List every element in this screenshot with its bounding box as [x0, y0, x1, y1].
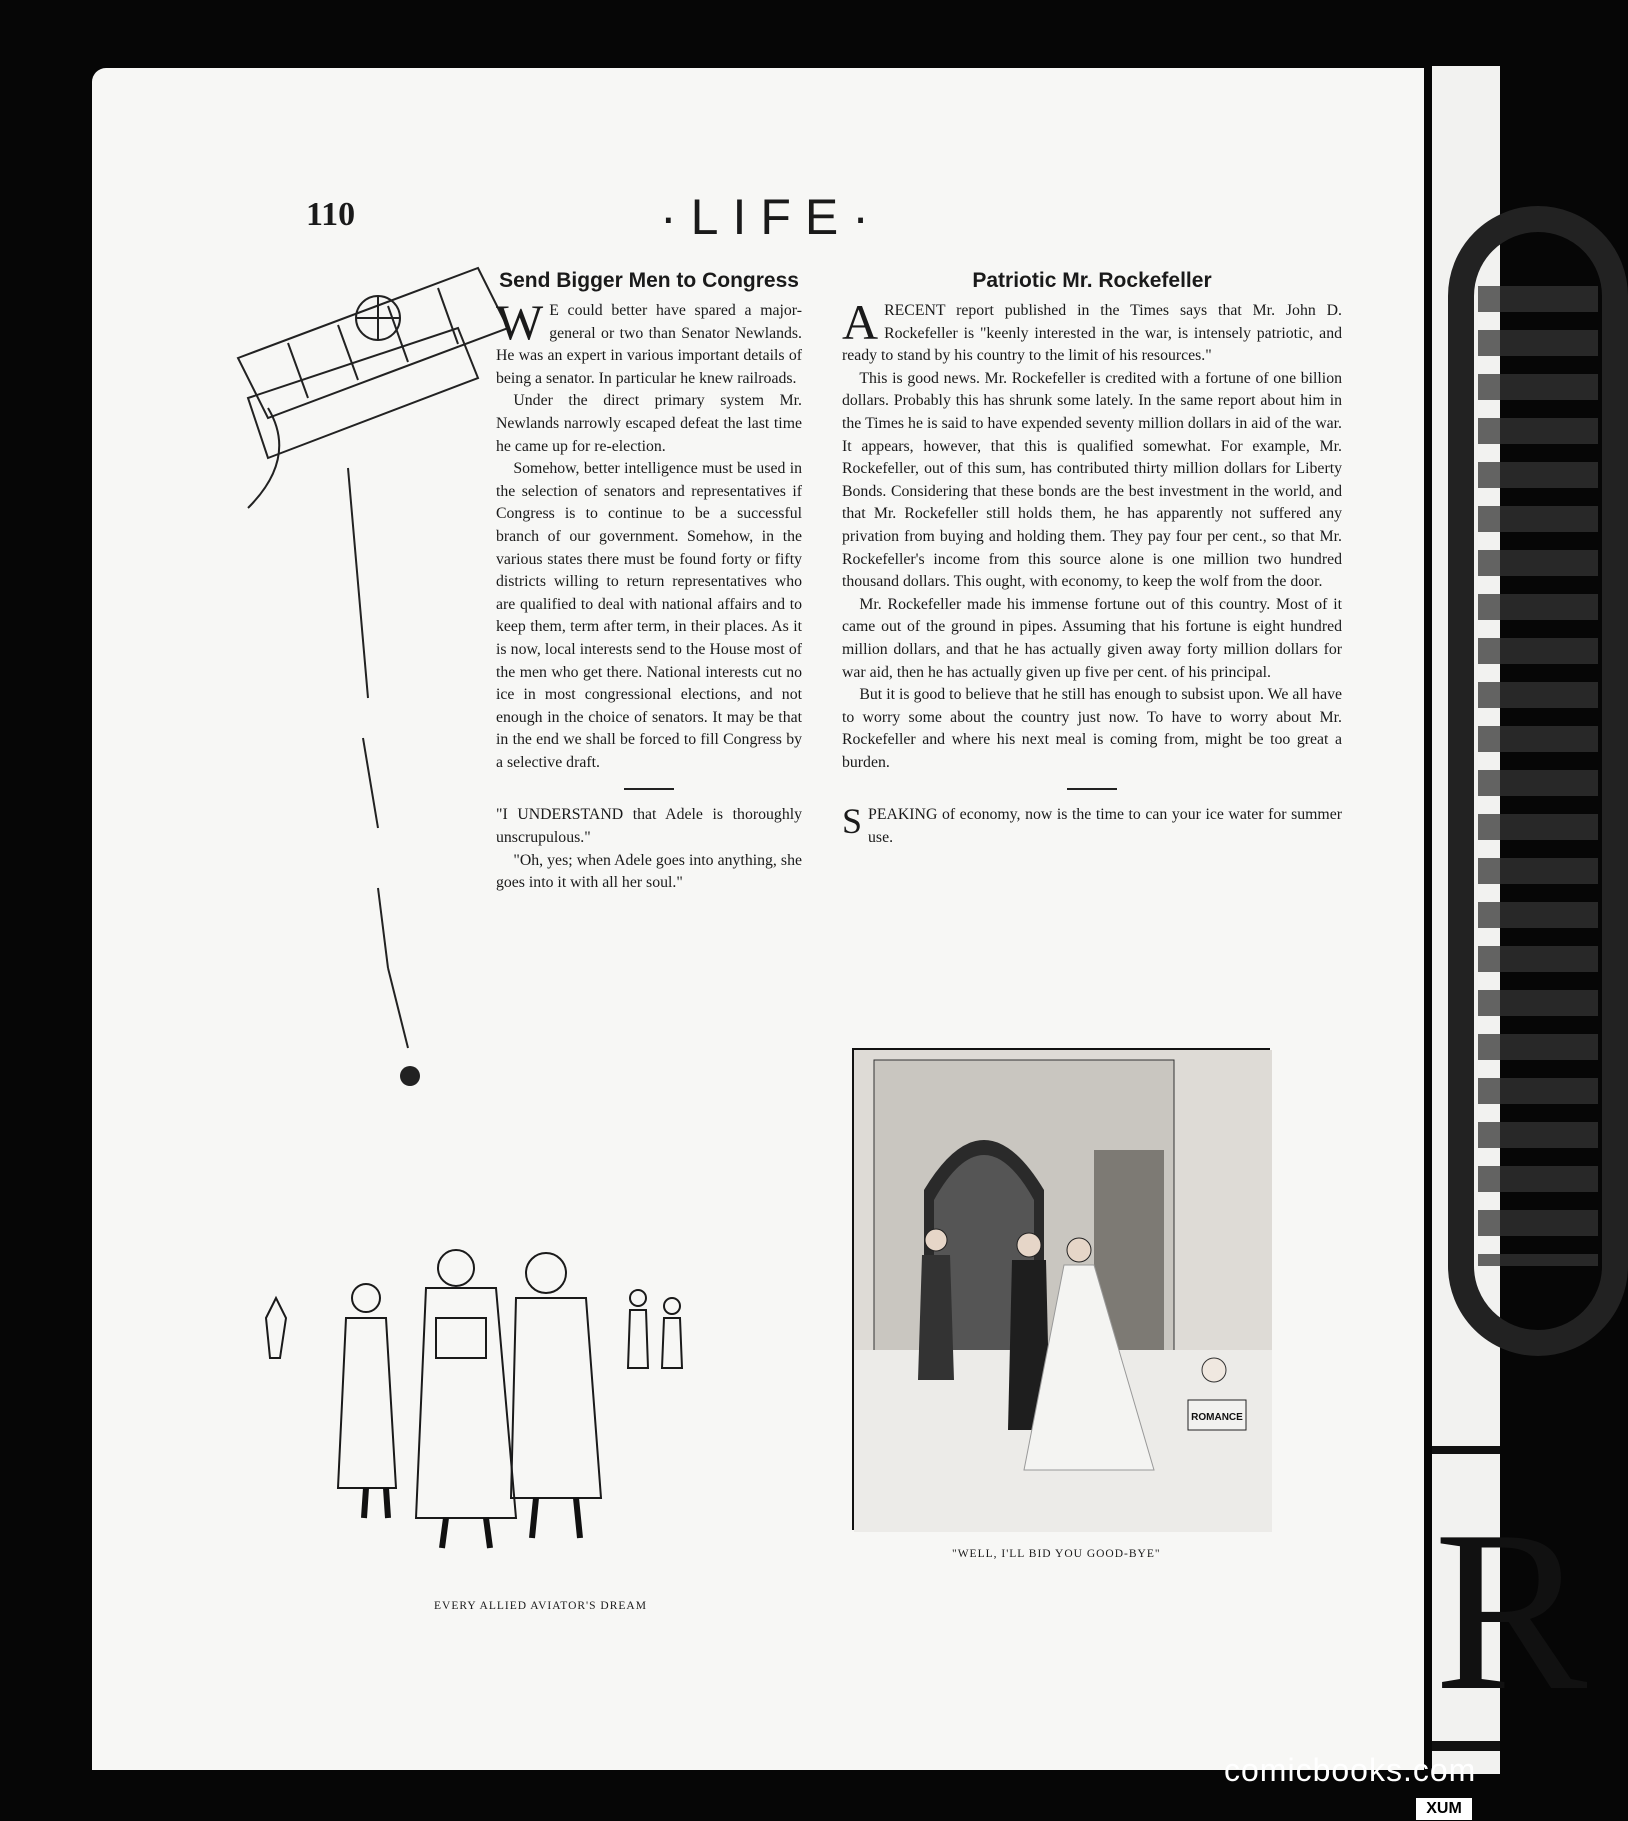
watermark-tag: XUM: [1416, 1798, 1472, 1820]
congress-para-1-text: E could better have spared a major-general or two than Senator Newlands. He was an expert in various important details of being a senator. In particular he knew railroads.: [496, 302, 802, 387]
economy-joke: [842, 801, 1342, 849]
ad-letter: R: [1434, 1483, 1588, 1738]
rockefeller-para-1-text: RECENT report published in the Times says that Mr. John D. Rockefeller is "keenly interested in the war, is intensely patriotic, and ready to stand by his country to the limit of his resources.": [842, 302, 1342, 365]
congress-para-3: Somehow, better intelligence must be used in the selection of senators and representatives if Congress is to continue to be a successful branch of our government. Somehow, in the various states there must be found forty or fifty districts willing to return representatives who are qualified to deal with national affairs and to keep them, term after term, in their places. As it is now, local interests send to the House most of the men who get there. National interests cut no ice in most congressional elections, and not enough in the choice of senators. It may be that in the end we shall be forced to fill Congress by a selective draft.: [496, 460, 802, 771]
adele-line-2: "Oh, yes; when Adele goes into anything, she goes into it with all her soul.": [496, 851, 802, 892]
masthead-title: ·LIFE·: [660, 189, 883, 245]
adjacent-page-ad: [1432, 66, 1588, 1774]
page-number: 110: [306, 196, 356, 233]
watermark-site: comicbooks.com: [1224, 1752, 1477, 1788]
romance-suitcase-label: ROMANCE: [1191, 1412, 1243, 1423]
wedding-illustration: [852, 1048, 1270, 1530]
ad-rule-top: [1432, 1446, 1500, 1454]
caption-left: EVERY ALLIED AVIATOR'S DREAM: [434, 1600, 647, 1612]
rockefeller-para-3: Mr. Rockefeller made his immense fortune out of this country. Most of it came out of the ground in pipes. Assuming that his fortune is eight hundred million dollars, and that he has actually given away forty million dollars for war aid, then he has actually given up five per cent. of his principal.: [842, 595, 1342, 681]
dropcap-a: A: [842, 294, 879, 350]
adele-line-1: "I UNDERSTAND that Adele is thoroughly unscrupulous.": [496, 806, 802, 847]
caption-right: "WELL, I'LL BID YOU GOOD-BYE": [952, 1548, 1161, 1560]
economy-joke-text: PEAKING of economy, now is the time to can your ice water for summer use.: [868, 806, 1342, 847]
officers-cartoon: [246, 1218, 686, 1558]
rockefeller-para-1: [842, 294, 1342, 368]
headline-congress: Send Bigger Men to Congress: [499, 269, 799, 292]
divider: [1067, 788, 1117, 790]
article-congress: [496, 268, 802, 895]
biplane-illustration: [228, 268, 528, 1108]
article-rockefeller: [842, 268, 1342, 850]
headline-rockefeller: Patriotic Mr. Rockefeller: [972, 269, 1212, 292]
congress-para-1: [496, 294, 802, 390]
rockefeller-para-2: This is good news. Mr. Rockefeller is credited with a fortune of one billion dollars. Probably this has shrunk some lately. In the same report about him in the Times he is said to have expended seventy million dollars in aid of the war. It appears, however, that this is qualified somewhat. For example, Mr. Rockefeller, out of this sum, has contributed thirty million dollars for Liberty Bonds. Considering that these bonds are the best investment in the world, and that Mr. Rockefeller still holds them, he has apparently not suffered any privation from buying and holding them. They pay four per cent., so that Mr. Rockefeller's income from this source alone is one million two hundred thousand dollars. This ought, with economy, to keep the wolf from the door.: [842, 369, 1342, 591]
congress-para-2: Under the direct primary system Mr. Newlands narrowly escaped defeat the last time he came up for re-election.: [496, 392, 802, 455]
rockefeller-para-4: But it is good to believe that he still has enough to subsist upon. We all have to worry some about the country just now. To have to worry about Mr. Rockefeller and where his next meal is coming from, might be too great a burden.: [842, 686, 1342, 771]
divider: [624, 788, 674, 790]
dropcap-s: S: [842, 801, 863, 842]
tire-tread: [1478, 286, 1598, 1266]
dropcap-w: W: [496, 294, 544, 350]
ad-rule-bottom: [1432, 1741, 1500, 1751]
